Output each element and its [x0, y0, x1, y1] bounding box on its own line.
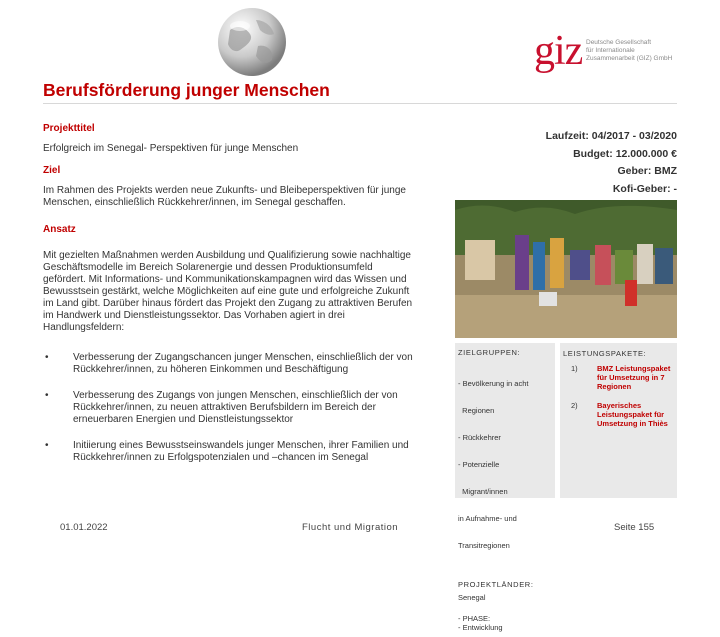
- goal-label: Ziel: [43, 165, 61, 176]
- list-item: • Initiierung eines Bewusstseinswandels junger Menschen, ihrer Familien und Rückkehrer/innen zu Erfolgspotenzialen und –chancen im Senegal: [45, 440, 409, 463]
- project-title-value: Erfolgreich im Senegal- Perspektiven für junge Menschen: [43, 143, 299, 154]
- donor: Geber: BMZ: [617, 165, 677, 177]
- package-item: 1) BMZ Leistungspaket für Umsetzung in 7 Regionen: [571, 364, 671, 391]
- project-meta: [546, 128, 677, 198]
- target-groups-panel: [455, 343, 555, 632]
- title-divider: [43, 103, 677, 104]
- approach-label: Ansatz: [43, 224, 76, 235]
- package-item: 2) Bayerisches Leistungspaket für Umsetzung in Thiès: [571, 401, 668, 428]
- target-groups-list: - Bevölkerung in acht Regionen - Rückkehrer - Potenzielle Migrant/innen in Aufnahme- und Transitregionen: [458, 379, 529, 550]
- cofunder: Kofi-Geber: -: [612, 182, 677, 195]
- footer-topic: Flucht und Migration: [302, 522, 399, 533]
- list-item: • Verbesserung des Zugangs von jungen Menschen, einschließlich der von Rückkehrer/innen, zu neuen attraktiven Berufsbildern im Bereich der erneuerbaren Energien und Dienstleistungssektor: [45, 390, 398, 425]
- logo-subtitle: Deutsche Gesellschaft für Internationale Zusammenarbeit (GIZ) GmbH: [586, 39, 673, 62]
- project-photo: [455, 200, 677, 338]
- footer-date: 01.01.2022: [60, 522, 108, 533]
- countries-value: Senegal: [458, 593, 486, 602]
- globe-icon: [216, 6, 288, 78]
- countries-label: PROJEKTLÄNDER:: [458, 580, 534, 589]
- target-groups-label: ZIELGRUPPEN:: [458, 348, 521, 357]
- goal-text: Im Rahmen des Projekts werden neue Zukunfts- und Bleibeperspektiven für junge Menschen, einschließlich Rückkehrer/innen, im Senegal geschaffen.: [43, 185, 406, 208]
- logo-wordmark: giz: [534, 28, 583, 74]
- action-fields-list: [43, 352, 448, 478]
- approach-text: Mit gezielten Maßnahmen werden Ausbildung und Qualifizierung sowie nachhaltige Geschäftsmodelle im Bereich Solarenergie und dessen Produktionsumfeld gefördert. Mit Informations- und Kommunikationskampagnen wird das Wissen und Bewusstsein gestärkt, welche Möglichkeiten auf eine gute und erfolgreiche Zukunft im Land gibt. Darüber hinaus fördert das Projekt den Zugang zu attraktiven Berufen im Handwerk und Dienstleistungssektor. Das Vorhaben agiert in drei Handlungsfeldern:: [43, 250, 413, 333]
- packages-label: LEISTUNGSPAKETE:: [563, 349, 647, 358]
- phase-info: - PHASE: - Entwicklung: [458, 614, 503, 632]
- page-title: Berufsförderung junger Menschen: [43, 80, 330, 100]
- duration: Laufzeit: 04/2017 - 03/2020: [545, 130, 677, 142]
- giz-logo: [534, 28, 684, 76]
- packages-panel: [560, 343, 677, 498]
- footer-page-number: Seite 155: [614, 522, 655, 533]
- project-title-label: Projekttitel: [43, 123, 95, 134]
- budget: Budget: 12.000.000 €: [573, 147, 677, 160]
- list-item: • Verbesserung der Zugangschancen junger Menschen, einschließlich der von Rückkehrer/innen, zu höheren Einkommen und Beschäftigung: [45, 352, 413, 375]
